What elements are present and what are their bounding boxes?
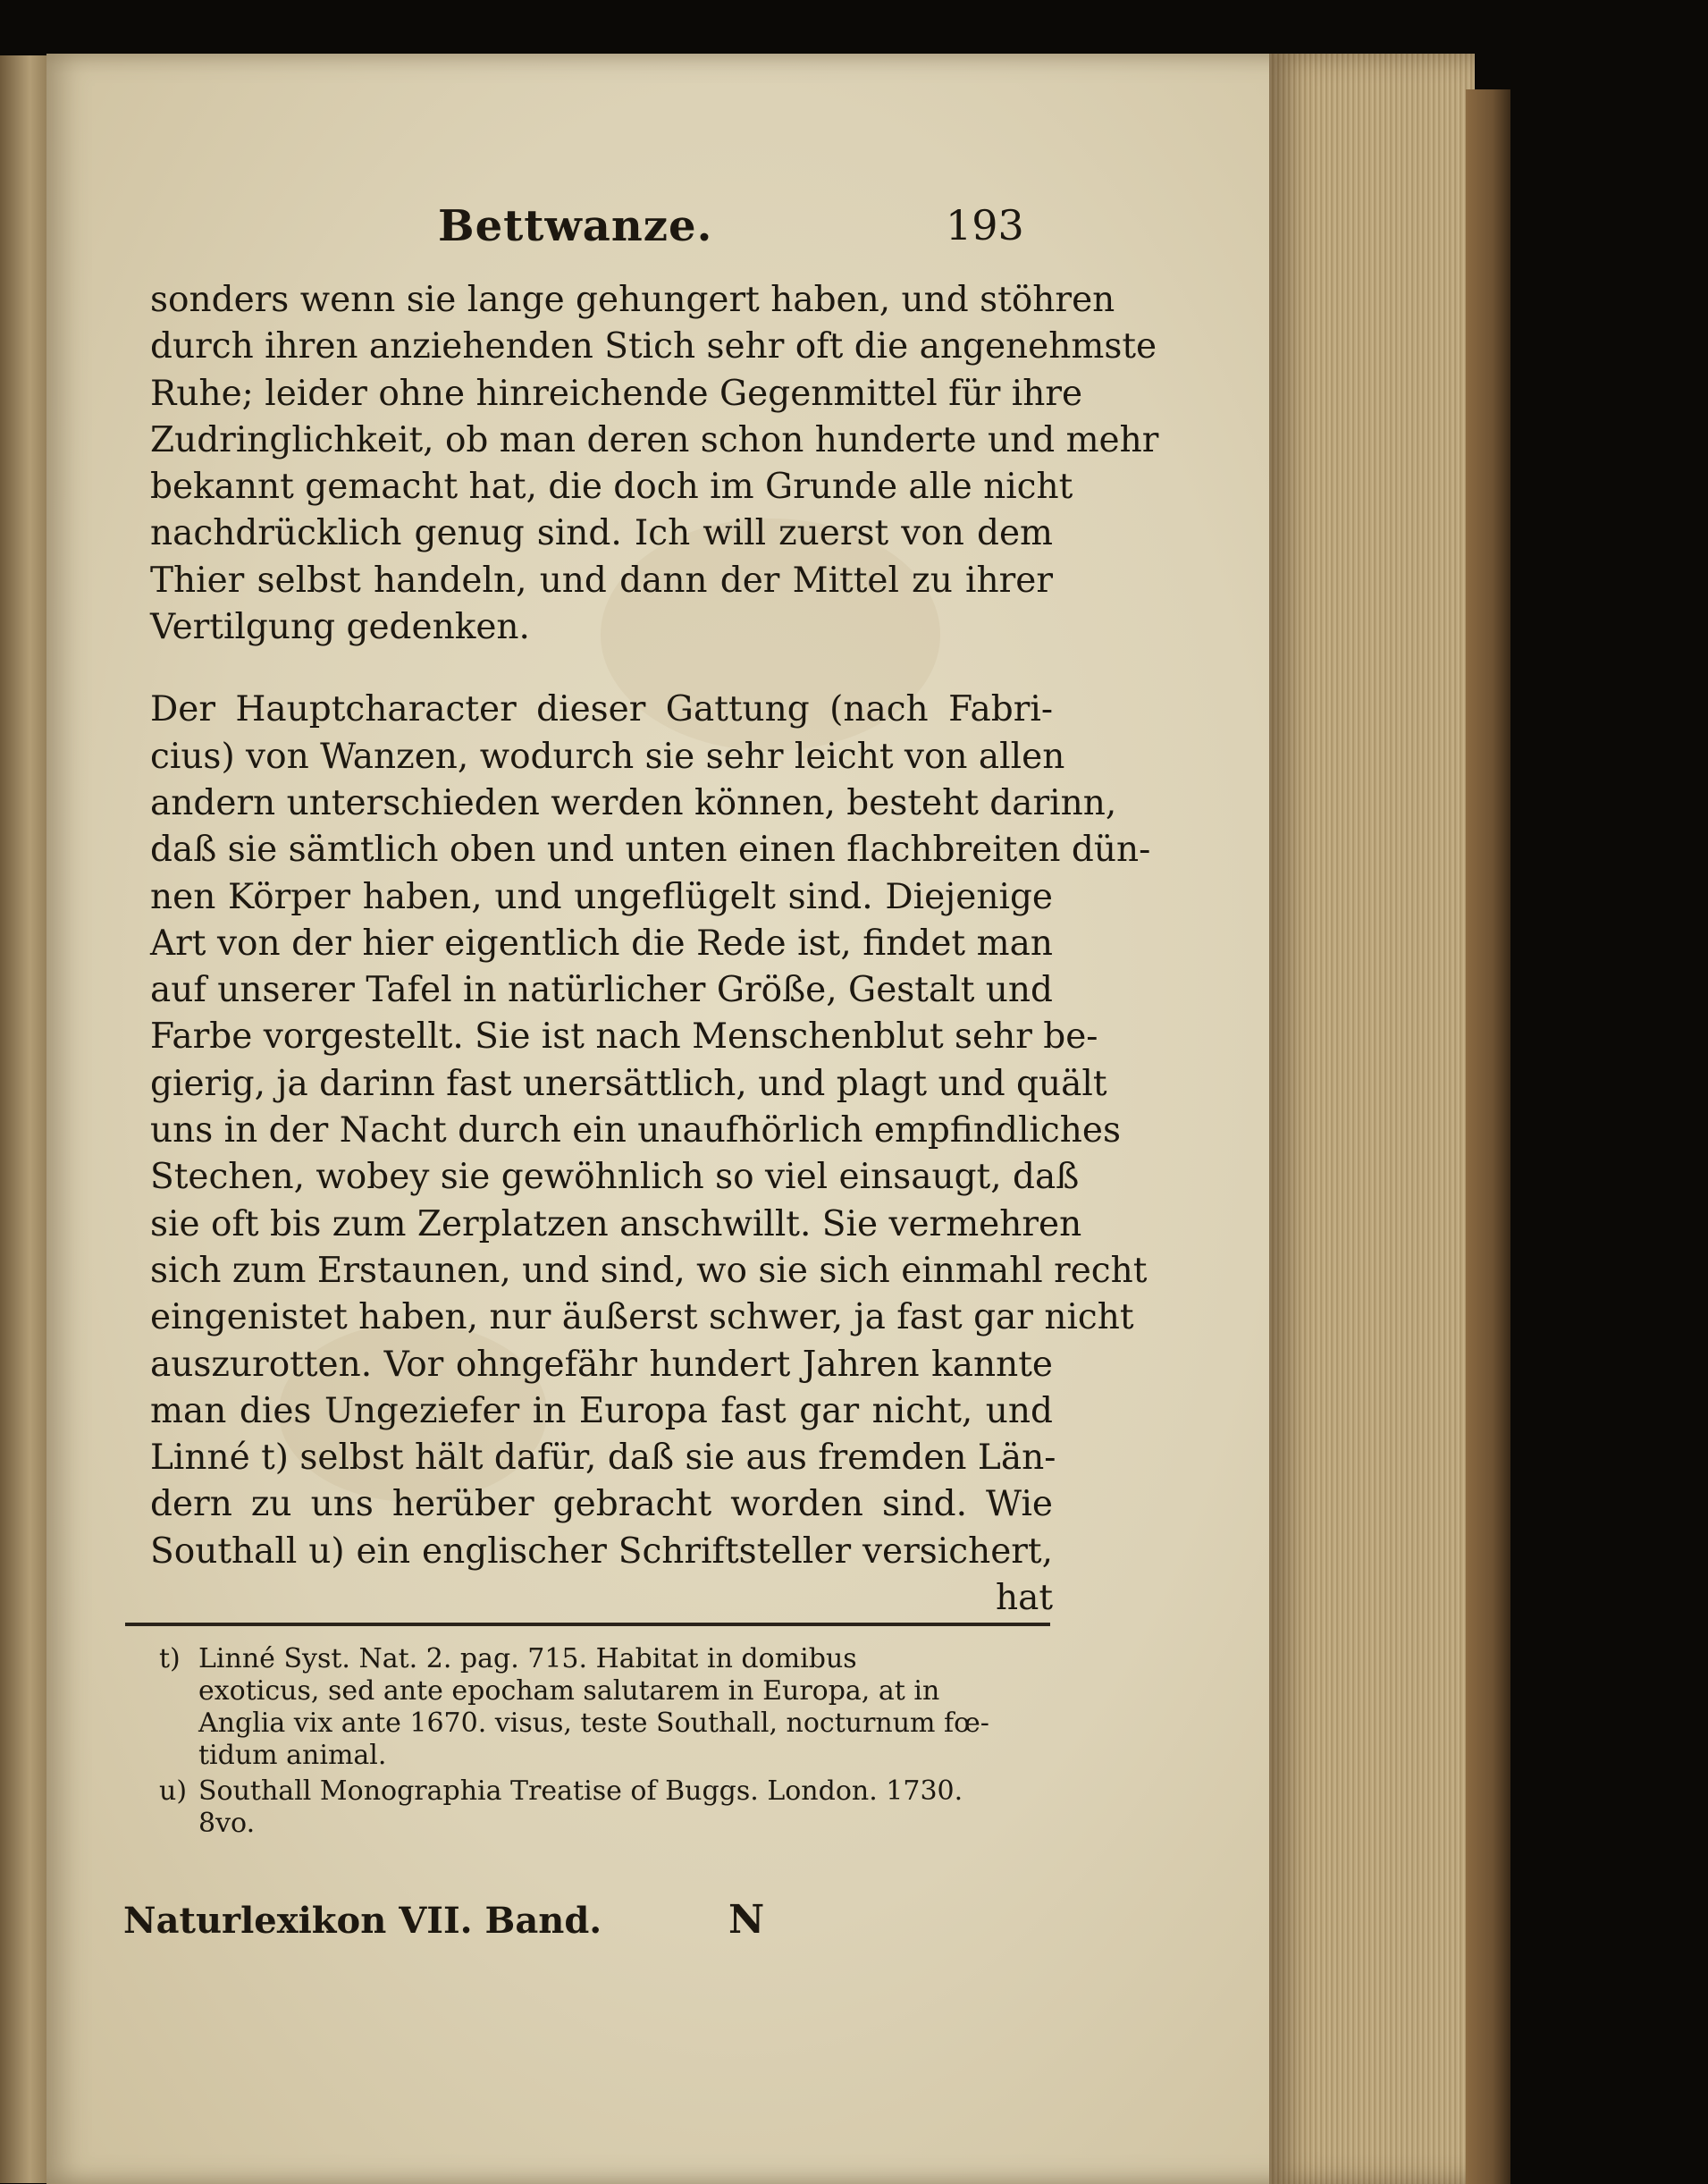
- text-line: Zudringlichkeit, ob man deren schon hunderte und mehr: [150, 419, 1159, 460]
- footnote-mark: t): [159, 1643, 181, 1674]
- footnote-u: [159, 1775, 1053, 1840]
- text-line: Ruhe; leider ohne hinreichende Gegenmittel für ihre: [150, 373, 1083, 414]
- footnote-line: exoticus, sed ante epocham salutarem in Europa, at in: [198, 1675, 940, 1707]
- footnote-t: [159, 1643, 1053, 1772]
- text-line: Southall u) ein englischer Schriftsteller versichert,: [150, 1530, 1053, 1572]
- body-text: [150, 277, 1159, 1622]
- text-line: Thier selbst handeln, und dann der Mittel zu ihrer: [150, 560, 1053, 601]
- catchword: hat: [995, 1578, 1053, 1619]
- book-cover-edge: [1466, 89, 1510, 2184]
- text-line: gierig, ja darinn fast unersättlich, und plagt und quält: [150, 1063, 1107, 1104]
- text-line: uns in der Nacht durch ein unaufhörlich empfindliches: [150, 1110, 1121, 1151]
- text-line: cius) von Wanzen, wodurch sie sehr leicht von allen: [150, 736, 1065, 777]
- running-head: Bettwanze.: [438, 201, 713, 251]
- text-line: nen Körper haben, und ungeflügelt sind. Diejenige: [150, 876, 1053, 917]
- footnote-line: Linné Syst. Nat. 2. pag. 715. Habitat in domibus: [198, 1643, 857, 1674]
- page-block-edge: [1269, 54, 1475, 2184]
- text-line: Art von der hier eigentlich die Rede ist, findet man: [150, 923, 1053, 964]
- footnote-rule: [125, 1623, 1050, 1626]
- footnote-line: Southall Monographia Treatise of Buggs. London. 1730.: [198, 1775, 963, 1807]
- text-line: auf unserer Tafel in natürlicher Größe, Gestalt und: [150, 970, 1053, 1011]
- text-line: Linné t) selbst hält dafür, daß sie aus fremden Län-: [150, 1438, 1056, 1479]
- footnote-line: 8vo.: [198, 1808, 256, 1839]
- text-line: sonders wenn sie lange gehungert haben, und stöhren: [150, 280, 1115, 320]
- previous-page-edge: [0, 55, 50, 2183]
- text-line: Stechen, wobey sie gewöhnlich so viel einsaugt, daß: [150, 1157, 1080, 1198]
- footnotes: [159, 1643, 1053, 1843]
- text-line: bekannt gemacht hat, die doch im Grunde alle nicht: [150, 467, 1073, 508]
- text-line: sie oft bis zum Zerplatzen anschwillt. Sie vermehren: [150, 1203, 1082, 1244]
- text-line: dern zu uns herüber gebracht worden sind. Wie: [150, 1484, 1053, 1525]
- text-line: daß sie sämtlich oben und unten einen flachbreiten dün-: [150, 830, 1151, 871]
- text-line: eingenistet haben, nur äußerst schwer, ja fast gar nicht: [150, 1297, 1134, 1338]
- text-line: Vertilgung gedenken.: [150, 607, 530, 648]
- text-line: durch ihren anziehenden Stich sehr oft die angenehmste: [150, 326, 1157, 367]
- text-line: sich zum Erstaunen, und sind, wo sie sich einmahl recht: [150, 1250, 1148, 1291]
- signature-mark: N: [728, 1897, 765, 1943]
- paragraph-2: [150, 687, 1151, 1575]
- signature-line: Naturlexikon VII. Band.: [123, 1900, 602, 1942]
- text-line: nachdrücklich genug sind. Ich will zuerst von dem: [150, 513, 1053, 554]
- text-line: auszurotten. Vor ohngefähr hundert Jahren kannte: [150, 1344, 1053, 1385]
- footnote-line: tidum animal.: [198, 1740, 387, 1771]
- page-number: 193: [946, 201, 1024, 249]
- text-line: Der Hauptcharacter dieser Gattung (nach Fabri-: [150, 689, 1053, 730]
- footnote-mark: u): [159, 1775, 188, 1807]
- text-line: Farbe vorgestellt. Sie ist nach Menschenblut sehr be-: [150, 1016, 1098, 1058]
- footnote-line: Anglia vix ante 1670. visus, teste Southall, nocturnum fœ-: [198, 1708, 989, 1739]
- text-line: andern unterschieden werden können, besteht darinn,: [150, 782, 1117, 823]
- text-line: man dies Ungeziefer in Europa fast gar nicht, und: [150, 1390, 1053, 1431]
- paragraph-1: [150, 277, 1159, 651]
